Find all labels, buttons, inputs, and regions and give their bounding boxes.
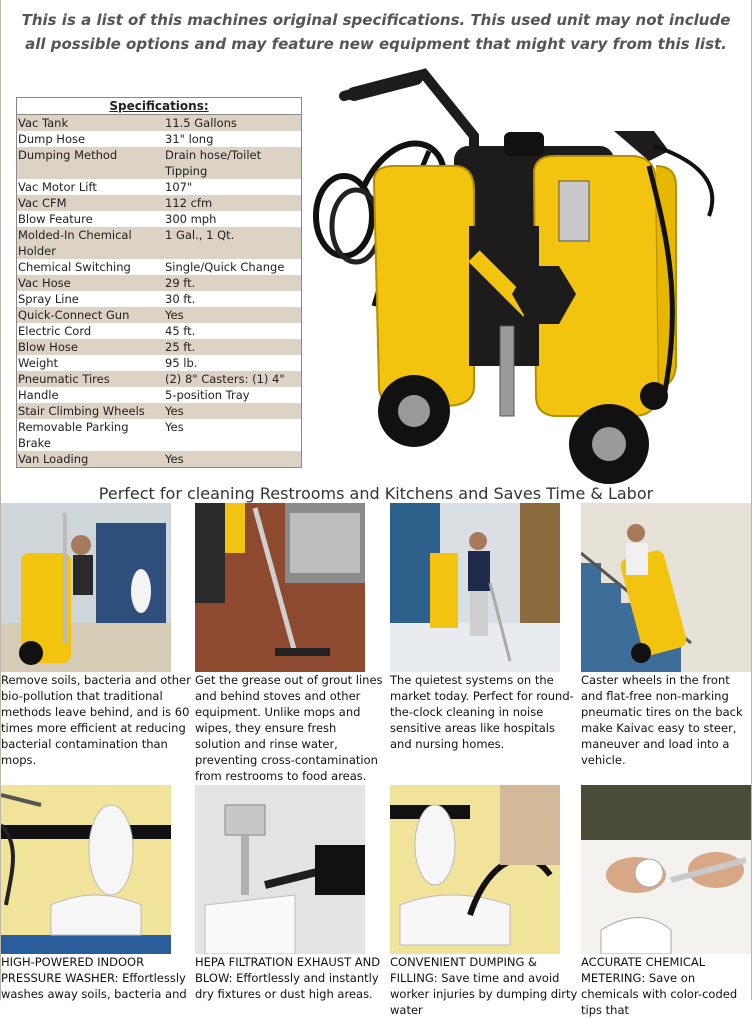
spec-value: 25 ft. — [165, 340, 196, 354]
spec-label: Stair Climbing Wheels — [18, 404, 145, 418]
spec-value: Drain hose/Toilet Tipping — [165, 148, 262, 178]
spec-row — [17, 371, 302, 387]
hallway-vacuum-photo — [390, 503, 560, 672]
spec-row — [17, 259, 302, 275]
spec-row — [17, 339, 302, 355]
spec-value: Yes — [165, 404, 184, 418]
spec-value: 300 mph — [165, 212, 217, 226]
spec-row — [17, 227, 302, 259]
spec-label: Blow Hose — [18, 340, 78, 354]
restroom-cleaning-photo — [1, 503, 171, 672]
spec-label: Molded-In Chemical Holder — [18, 228, 132, 258]
feature-caption-chemical: ACCURATE CHEMICAL METERING: Save on chemicals with color-coded tips that — [581, 955, 738, 1017]
spec-row — [17, 451, 302, 468]
spec-label: Handle — [18, 388, 59, 402]
spec-value: Yes — [165, 308, 184, 322]
spec-row — [17, 179, 302, 195]
spec-label: Spray Line — [18, 292, 79, 306]
spec-label: Vac Motor Lift — [18, 180, 97, 194]
spec-row — [17, 195, 302, 211]
spec-row — [17, 275, 302, 291]
spec-label: Removable Parking Brake — [18, 420, 129, 450]
spec-label: Electric Cord — [18, 324, 92, 338]
spec-value: 45 ft. — [165, 324, 196, 338]
stair-climbing-photo — [581, 503, 751, 672]
specifications-table — [16, 97, 302, 468]
feature-caption-restrooms: Remove soils, bacteria and other bio-pollution that traditional methods leave behind, and is 60 times more efficient at reducing bacterial contamination than mops. — [1, 673, 191, 767]
chemical-tip-photo — [581, 785, 751, 954]
spec-value: 29 ft. — [165, 276, 196, 290]
spec-row — [17, 387, 302, 403]
spec-row — [17, 307, 302, 323]
kaivac-machine-image — [304, 66, 728, 486]
specifications-title: Specifications: — [16, 97, 302, 114]
spec-value: Single/Quick Change — [165, 260, 285, 274]
spec-value: Yes — [165, 420, 184, 434]
spec-label: Dump Hose — [18, 132, 86, 146]
spec-value: 107" — [165, 180, 193, 194]
spec-value: 5-position Tray — [165, 388, 250, 402]
spec-value: Yes — [165, 452, 184, 466]
spec-value: 1 Gal., 1 Qt. — [165, 228, 235, 242]
spec-label: Quick-Connect Gun — [18, 308, 130, 322]
feature-caption-pressure-washer: HIGH-POWERED INDOOR PRESSURE WASHER: Effortlessly washes away soils, bacteria and — [1, 955, 187, 1001]
spec-row — [17, 355, 302, 371]
spec-value: 95 lb. — [165, 356, 198, 370]
spec-row — [17, 147, 302, 179]
feature-caption-kitchens: Get the grease out of grout lines and behind stoves and other equipment. Unlike mops and wipes, they ensure fresh solution and rinse water, preventing cross-contamination from restrooms to food areas. — [195, 673, 383, 783]
spec-value: 112 cfm — [165, 196, 213, 210]
intro-disclaimer: This is a list of this machines original specifications. This used unit may not include all possible options and may feature new equipment that might vary from this list. — [21, 11, 731, 53]
spec-value: 11.5 Gallons — [165, 116, 237, 130]
spec-label: Blow Feature — [18, 212, 93, 226]
kitchen-floor-photo — [195, 503, 365, 672]
spec-label: Dumping Method — [18, 148, 118, 162]
feature-caption-wheels: Caster wheels in the front and flat-free non-marking pneumatic tires on the back make Kaivac easy to steer, maneuver and load into a vehicle. — [581, 673, 743, 767]
toilet-spray-photo — [1, 785, 171, 954]
spec-row — [17, 211, 302, 227]
spec-label: Van Loading — [18, 452, 89, 466]
spec-row — [17, 115, 302, 132]
spec-row — [17, 419, 302, 451]
spec-label: Weight — [18, 356, 59, 370]
feature-caption-hepa: HEPA FILTRATION EXHAUST AND BLOW: Effortlessly and instantly dry fixtures or dust high areas. — [195, 955, 381, 1001]
spec-value: (2) 8" Casters: (1) 4" — [165, 372, 285, 386]
toilet-dump-photo — [390, 785, 560, 954]
urinal-blow-photo — [195, 785, 365, 954]
spec-row — [17, 403, 302, 419]
spec-label: Vac Hose — [18, 276, 71, 290]
spec-row — [17, 131, 302, 147]
feature-caption-dumping: CONVENIENT DUMPING & FILLING: Save time and avoid worker injuries by dumping dirty water — [390, 955, 578, 1017]
spec-value: 31" long — [165, 132, 214, 146]
spec-row — [17, 323, 302, 339]
feature-caption-quiet: The quietest systems on the market today. Perfect for round-the-clock cleaning in noise sensitive areas like hospitals and nursing homes. — [390, 673, 574, 751]
spec-row — [17, 291, 302, 307]
spec-label: Vac Tank — [18, 116, 69, 130]
spec-label: Vac CFM — [18, 196, 67, 210]
tagline: Perfect for cleaning Restrooms and Kitchens and Saves Time & Labor — [98, 484, 654, 503]
spec-value: 30 ft. — [165, 292, 196, 306]
spec-label: Chemical Switching — [18, 260, 131, 274]
spec-label: Pneumatic Tires — [18, 372, 110, 386]
